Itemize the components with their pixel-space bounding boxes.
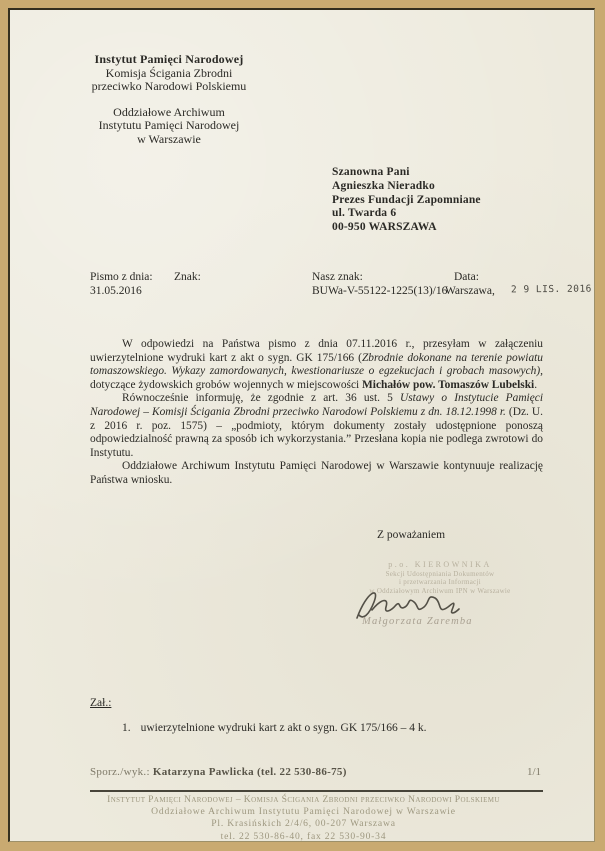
dept-line-3: w Warszawie [137, 131, 201, 146]
mark-label: Znak: [174, 271, 201, 283]
attachment-item [122, 722, 426, 734]
paragraph-1 [90, 338, 543, 392]
letter-date-value: 31.05.2016 [90, 285, 142, 297]
footer [40, 794, 567, 842]
footer-address-line: Pl. Krasińskich 2/4/6, 00-207 Warszawa [211, 818, 396, 830]
prepared-by-label: Sporz./wyk.: [90, 766, 150, 778]
prepared-by-value: Katarzyna Pawlicka (tel. 22 530-86-75) [152, 766, 347, 778]
p2-act-title: Ustawy o Instytucie Pamięci Narodowej – Komisji Ścigania Zbrodni przeciwko Narodowi Polskiemu z dn. 18.12.1998 r. [90, 392, 543, 418]
footer-institution-line: Instytut Pamięci Narodowej – Komisja Ścigania Zbrodni przeciwko Narodowi Polskiemu [107, 794, 500, 805]
letter-page [8, 8, 595, 842]
letter-body [90, 338, 543, 488]
paragraph-3: Oddziałowe Archiwum Instytutu Pamięci Narodowej w Warszawie kontynuuje realizację Państwa wniosku. [90, 460, 543, 486]
footer-archive-line: Oddziałowe Archiwum Instytutu Pamięci Narodowej w Warszawie [151, 806, 456, 817]
dept-line-1: Oddziałowe Archiwum [113, 104, 225, 119]
our-mark-value: BUWa-V-55122-1225(13)/16 [312, 285, 448, 297]
p1-location: Michałów pow. Tomaszów Lubelski [362, 378, 535, 391]
stamp-line-1: p.o. KIEROWNIKA [388, 560, 492, 569]
recipient-address [332, 166, 481, 235]
our-mark-label: Nasz znak: [312, 271, 363, 283]
org-line-2: Komisja Ścigania Zbrodni [105, 65, 233, 80]
page-number: 1/1 [527, 766, 542, 778]
p1-text-2: dotyczące żydowskich grobów wojennych w miejscowości [90, 378, 363, 391]
prepared-by [90, 766, 347, 778]
footer-divider [90, 790, 543, 792]
recipient-name: Agnieszka Nieradko [332, 179, 435, 192]
dept-block [55, 106, 283, 147]
date-label: Data: [454, 271, 479, 283]
signer-name: Małgorzata Zaremba [362, 616, 473, 627]
stamp-line-4: w Oddziałowym Archiwum IPN w Warszawie [369, 586, 511, 595]
stamp-line-3: i przetwarzania Informacji [398, 578, 482, 587]
recipient-salutation: Szanowna Pani [332, 166, 410, 178]
org-name: Instytut Pamięci Narodowej [94, 52, 244, 66]
p1-text: W odpowiedzi na Państwa pismo z dnia 07.11.2016 r., przesyłam w załączeniu uwierzytelnione wydruki kart z akt o sygn. GK 175/166 ( [90, 338, 543, 364]
received-date-stamp: 2 9 LIS. 2016 [510, 283, 592, 296]
place-name: Warszawa, [445, 285, 495, 297]
recipient-title: Prezes Fundacji Zapomniane [332, 193, 481, 206]
org-line-3: przeciwko Narodowi Polskiemu [91, 79, 247, 93]
p1-period: . [534, 378, 538, 391]
footer-phone-line: tel. 22 530-86-40, fax 22 530-90-34 [220, 830, 387, 842]
recipient-street: ul. Twarda 6 [332, 207, 397, 220]
stamp-line-2: Sekcji Udostępniania Dokumentów [385, 569, 495, 578]
attachment-text: uwierzytelnione wydruki kart z akt o sygn. GK 175/166 – 4 k. [140, 722, 427, 734]
closing-salutation: Z poważaniem [377, 529, 446, 541]
p2-text-2: (Dz. U. z 2016 r. poz. 1575) – „podmioty, którym dokumenty zostały udostępnione ponoszą odpowiedzialność prawną za sposób ich wykorzystania.” Przesłana kopia nie podlega zwrotowi do Instytutu. [90, 405, 543, 459]
paragraph-2 [90, 392, 543, 460]
p2-text: Równocześnie informuję, że zgodnie z art. 36 ust. 5 [122, 392, 401, 405]
attachments-label: Zał.: [90, 697, 112, 709]
p1-case-title: Zbrodnie dokonane na terenie powiatu tomaszowskiego. Wykazy zamordowanych, kwestionariusze o egzekucjach i grobach masowych), [90, 351, 544, 378]
letter-date-label: Pismo z dnia: [90, 271, 153, 283]
recipient-city: 00-950 WARSZAWA [332, 221, 437, 234]
attachment-number: 1. [122, 722, 131, 734]
letterhead [55, 53, 283, 146]
dept-line-2: Instytutu Pamięci Narodowej [98, 118, 240, 132]
